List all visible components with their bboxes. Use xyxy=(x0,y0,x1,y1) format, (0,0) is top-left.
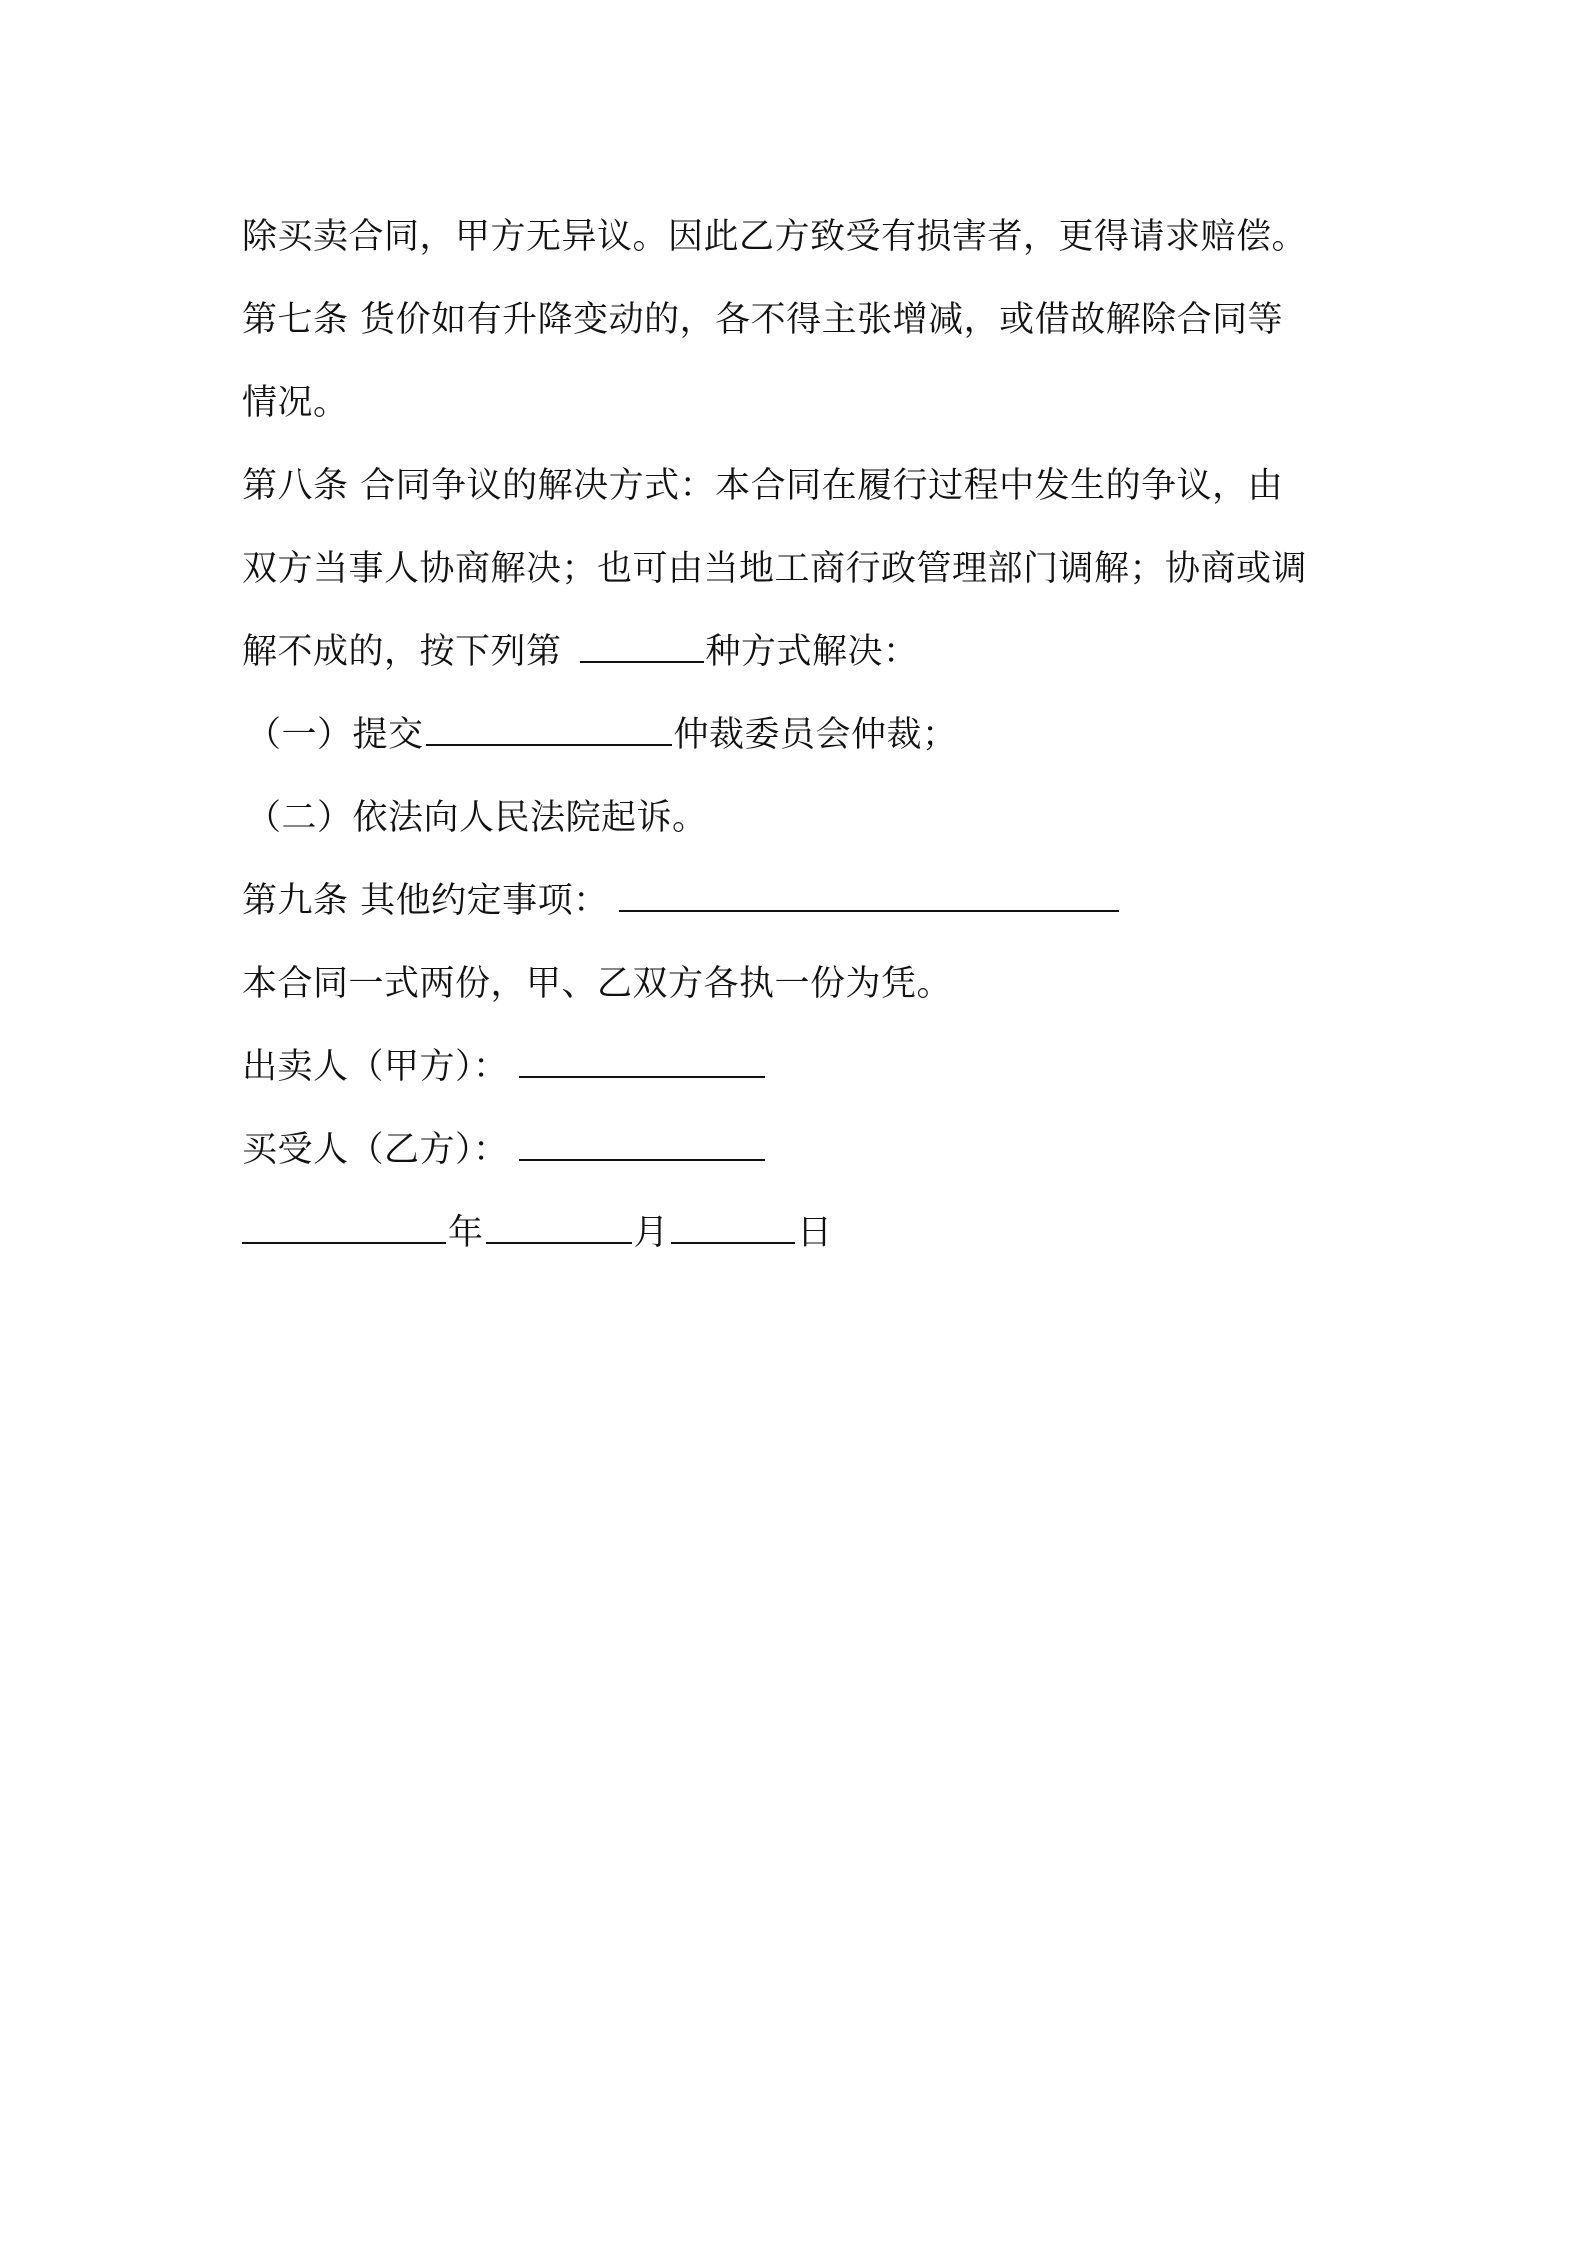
contract-body xyxy=(242,196,1362,1275)
buyer-label: 买受人（乙方）： xyxy=(242,1130,509,1170)
date-line xyxy=(242,1192,1362,1275)
copies-statement: 本合同一式两份，甲、乙双方各执一份为凭。 xyxy=(242,964,953,1004)
article-8-line-3-prefix: 解不成的，按下列第 xyxy=(242,632,562,672)
clause-continuation: 除买卖合同，甲方无异议。因此乙方致受有损害者，更得请求赔偿。 xyxy=(242,217,1308,257)
option-1 xyxy=(242,694,1362,777)
article-8-line-3-suffix: 种方式解决： xyxy=(705,632,919,672)
arbitration-commission-blank[interactable] xyxy=(426,714,672,746)
article-9 xyxy=(242,860,1362,943)
article-9-label: 第九条 其他约定事项： xyxy=(242,881,609,921)
month-blank[interactable] xyxy=(486,1212,632,1244)
day-label: 日 xyxy=(797,1213,833,1253)
article-8-line-1: 第八条 合同争议的解决方式：本合同在履行过程中发生的争议，由 xyxy=(242,466,1284,506)
seller-blank[interactable] xyxy=(519,1046,765,1078)
buyer-blank[interactable] xyxy=(519,1129,765,1161)
day-blank[interactable] xyxy=(671,1212,795,1244)
resolution-method-blank[interactable] xyxy=(580,631,704,663)
article-8-line-3 xyxy=(242,611,1362,694)
month-label: 月 xyxy=(633,1213,670,1253)
article-8-line-2: 双方当事人协商解决；也可由当地工商行政管理部门调解；协商或调 xyxy=(242,549,1308,589)
other-terms-blank[interactable] xyxy=(619,880,1119,912)
option-2: （二）依法向人民法院起诉。 xyxy=(246,798,708,838)
seller-label: 出卖人（甲方）： xyxy=(242,1047,509,1087)
year-blank[interactable] xyxy=(242,1212,446,1244)
year-label: 年 xyxy=(448,1213,484,1253)
seller-signature-line xyxy=(242,1026,1362,1109)
article-7-line-2: 情况。 xyxy=(242,383,349,423)
option-1-suffix: 仲裁委员会仲裁； xyxy=(673,715,958,755)
article-7-line-1: 第七条 货价如有升降变动的，各不得主张增减，或借故解除合同等 xyxy=(242,300,1284,340)
option-1-prefix: （一）提交 xyxy=(246,715,424,755)
buyer-signature-line xyxy=(242,1109,1362,1192)
